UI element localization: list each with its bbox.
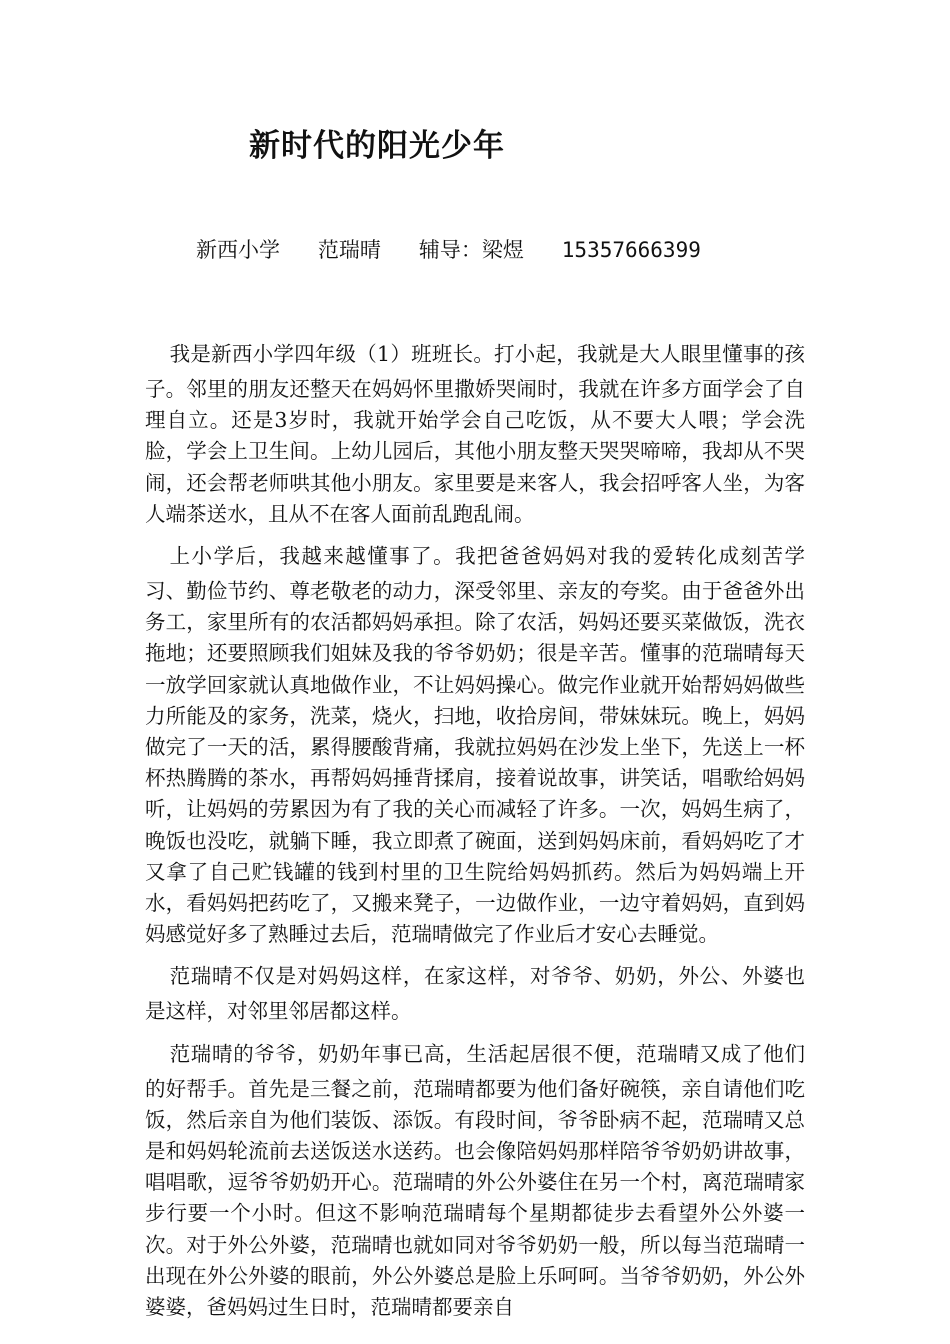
paragraph-4: 范瑞晴的爷爷，奶奶年事已高，生活起居很不便，范瑞晴又成了他们的好帮手。首先是三餐之前，范瑞晴都要为他们备好碗筷，亲自请他们吃饭，然后亲自为他们装饭、添饭。有段时间，爷爷卧病不起，范瑞晴又总是和妈妈轮流前去送饭送水送药。也会像陪妈妈那样陪爷爷奶奶讲故事，唱唱歌，逗爷爷奶奶开心。范瑞晴的外公外婆住在另一个村，离范瑞晴家步行要一个小时。但这不影响范瑞晴每个星期都徒步去看望外公外婆一次。对于外公外婆，范瑞晴也就如同对爷爷奶奶一般，所以每当范瑞晴一出现在外公外婆的眼前，外公外婆总是脸上乐呵呵。当爷爷奶奶，外公外婆婆，爸妈妈过生日时，范瑞晴都要亲自 bbox=[145, 1041, 805, 1320]
paragraph-3: 范瑞晴不仅是对妈妈这样，在家这样，对爷爷、奶奶，外公、外婆也是这样，对邻里邻居都这样。 bbox=[145, 964, 805, 1024]
paragraph-1: 我是新西小学四年级（1）班班长。打小起，我就是大人眼里懂事的孩子。邻里的朋友还整天在妈妈怀里撒娇哭闹时，我就在许多方面学会了自理自立。还是3岁时，我就开始学会自己吃饭，从不要大人喂；学会洗脸，学会上卫生间。上幼儿园后，其他小朋友整天哭哭啼啼，我却从不哭闹，还会帮老师哄其他小朋友。家里要是来客人，我会招呼客人坐，为客人端茶送水，且从不在客人面前乱跑乱闹。 bbox=[145, 342, 805, 526]
author-byline: 新西小学 范瑞晴 辅导：梁煜 15357666399 bbox=[196, 238, 701, 262]
document-title: 新时代的阳光少年 bbox=[249, 128, 505, 164]
paragraph-2: 上小学后，我越来越懂事了。我把爸爸妈妈对我的爱转化成刻苦学习、勤俭节约、尊老敬老的动力，深受邻里、亲友的夸奖。由于爸爸外出务工，家里所有的农活都妈妈承担。除了农活，妈妈还要买菜做饭，洗衣拖地；还要照顾我们姐妹及我的爷爷奶奶；很是辛苦。懂事的范瑞晴每天一放学回家就认真地做作业，不让妈妈操心。做完作业就开始帮妈妈做些力所能及的家务，洗菜，烧火，扫地，收拾房间，带妹妹玩。晚上，妈妈做完了一天的活，累得腰酸背痛，我就拉妈妈在沙发上坐下，先送上一杯杯热腾腾的茶水，再帮妈妈捶背揉肩，接着说故事，讲笑话，唱歌给妈妈听，让妈妈的劳累因为有了我的关心而减轻了许多。一次，妈妈生病了，晚饭也没吃，就躺下睡，我立即煮了碗面，送到妈妈床前，看妈妈吃了才又拿了自己贮钱罐的钱到村里的卫生院给妈妈抓药。然后为妈妈端上开水，看妈妈把药吃了，又搬来凳子，一边做作业，一边守着妈妈，直到妈妈感觉好多了熟睡过去后，范瑞晴做完了作业后才安心去睡觉。 bbox=[145, 544, 805, 947]
document-body bbox=[145, 334, 805, 1329]
